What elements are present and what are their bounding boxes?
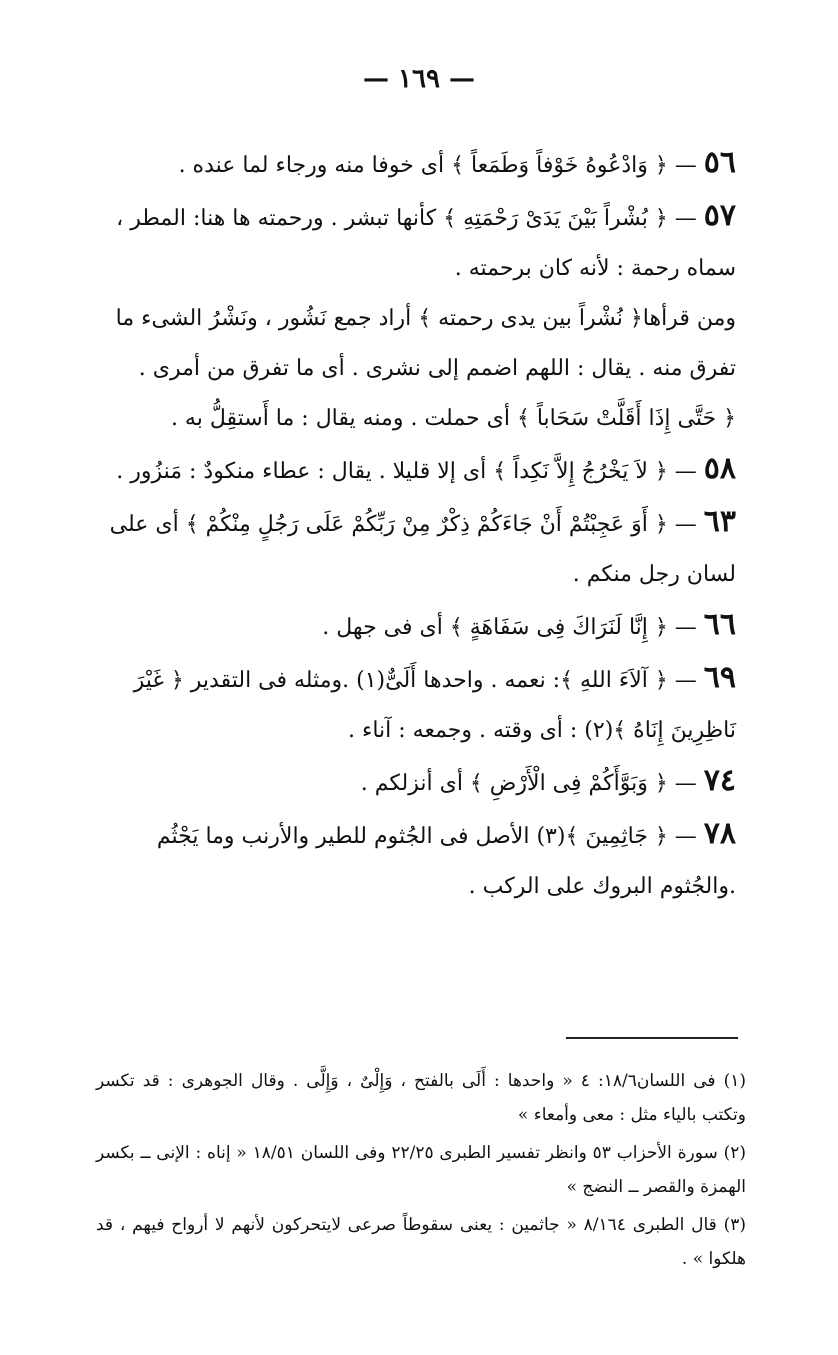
verse-number: ٥٦ <box>703 145 736 180</box>
entry-text: ﴿ وَادْعُوهُ خَوْفاً وَطَمَعاً ﴾ أى خوفا منه ورجاء لما عنده . <box>178 153 668 178</box>
footnote-2: (٢) سورة الأحزاب ٥٣ وانظر تفسير الطبرى ٢٢/٢٥ وفى اللسان ١٨/٥١ « إناه : الإنى ــ بكسر الهمزة والقصر ــ النضج » <box>96 1143 747 1197</box>
entry-text: ﴿ بُشْراً بَيْنَ يَدَىْ رَحْمَتِهِ ﴾ كأنها تبشر . ورحمته ها هنا: المطر ، سماه رحمة : لأنه كان برحمته . <box>116 206 736 281</box>
verse-number: ٥٨ <box>703 451 736 486</box>
verse-number: ٦٣ <box>703 504 736 539</box>
entry-66 <box>96 600 736 653</box>
footnotes <box>96 1064 746 1280</box>
dash: — <box>674 824 697 849</box>
footnote-3: (٣) قال الطبرى ٨/١٦٤ « جاثمين : يعنى سقوطاً صرعى لايتحركون لأنهم لا أرواح فيهم ، قد هلكوا » . <box>96 1215 747 1269</box>
entry-74 <box>96 756 736 809</box>
entry-56 <box>96 138 736 191</box>
entry-57-reading <box>96 294 736 394</box>
dash: — <box>674 668 697 693</box>
verse-number: ٥٧ <box>703 198 736 233</box>
page-number: — ١٦٩ — <box>362 64 476 94</box>
entry-text: ﴿ وَبَوَّأَكُمْ فِى الْأَرْضِ ﴾ أى أنزلكم . <box>360 771 668 796</box>
dash: — <box>674 459 697 484</box>
entry-69 <box>96 653 736 756</box>
verse-number: ٧٨ <box>703 816 736 851</box>
dash: — <box>674 153 697 178</box>
entry-text: ﴿ آلاَءَ اللهِ ﴾: نعمه . واحدها أَلَىٌّ(١) .ومثله فى التقدير ﴿ غَيْرَ نَاظِرِينَ إِنَاهُ ﴾(٢) : أى وقته . وجمعه : آناء . <box>133 668 736 743</box>
verse-number: ٧٤ <box>703 763 736 798</box>
verse-number: ٦٦ <box>703 607 736 642</box>
main-text <box>96 138 736 912</box>
entry-text: ومن قرأها﴿ نُشْراً بين يدى رحمته ﴾ أراد جمع نَشُور ، ونَشْرُ الشىء ما تفرق منه . يقال : اللهم اضمم إلى نشرى . أى ما تفرق من أمرى . <box>115 306 736 381</box>
verse-number: ٦٩ <box>703 660 736 695</box>
entry-57-cloud <box>96 394 736 444</box>
entry-57 <box>96 191 736 294</box>
entry-text: ﴿ أَوَ عَجِبْتُمْ أَنْ جَاءَكُمْ ذِكْرٌ مِنْ رَبِّكُمْ عَلَى رَجُلٍ مِنْكُمْ ﴾ أى على لسان رجل منكم . <box>109 512 736 587</box>
dash: — <box>674 615 697 640</box>
entry-58 <box>96 444 736 497</box>
dash: — <box>674 771 697 796</box>
entry-text: ﴿ جَاثِمِينَ ﴾(٣) الأصل فى الجُثوم للطير والأرنب وما يَجْثُم .والجُثوم البروك على الركب . <box>156 824 736 899</box>
entry-text: ﴿ لاَ يَخْرُجُ إِلاَّ نَكِداً ﴾ أى إلا قليلا . يقال : عطاء منكودٌ : مَنزُور . <box>116 459 668 484</box>
dash: — <box>674 206 697 231</box>
footnote-separator <box>566 1037 738 1039</box>
entry-78 <box>96 809 736 912</box>
entry-63 <box>96 497 736 600</box>
dash: — <box>674 512 697 537</box>
footnote-1: (١) فى اللسان١٨/٦: ٤ « واحدها : أَلَى بالفتح ، وَإِلْىٌ ، وَإِلَّى . وقال الجوهرى : قد تكسر وتكتب بالياء مثل : معى وأمعاء » <box>96 1071 746 1125</box>
entry-text: ﴿ إِنَّا لَنَرَاكَ فِى سَفَاهَةٍ ﴾ أى فى جهل . <box>322 615 668 640</box>
entry-text: ﴿ حَتَّى إِذَا أَقَلَّتْ سَحَاباً ﴾ أى حملت . ومنه يقال : ما أَستقِلُّ به . <box>170 406 736 431</box>
